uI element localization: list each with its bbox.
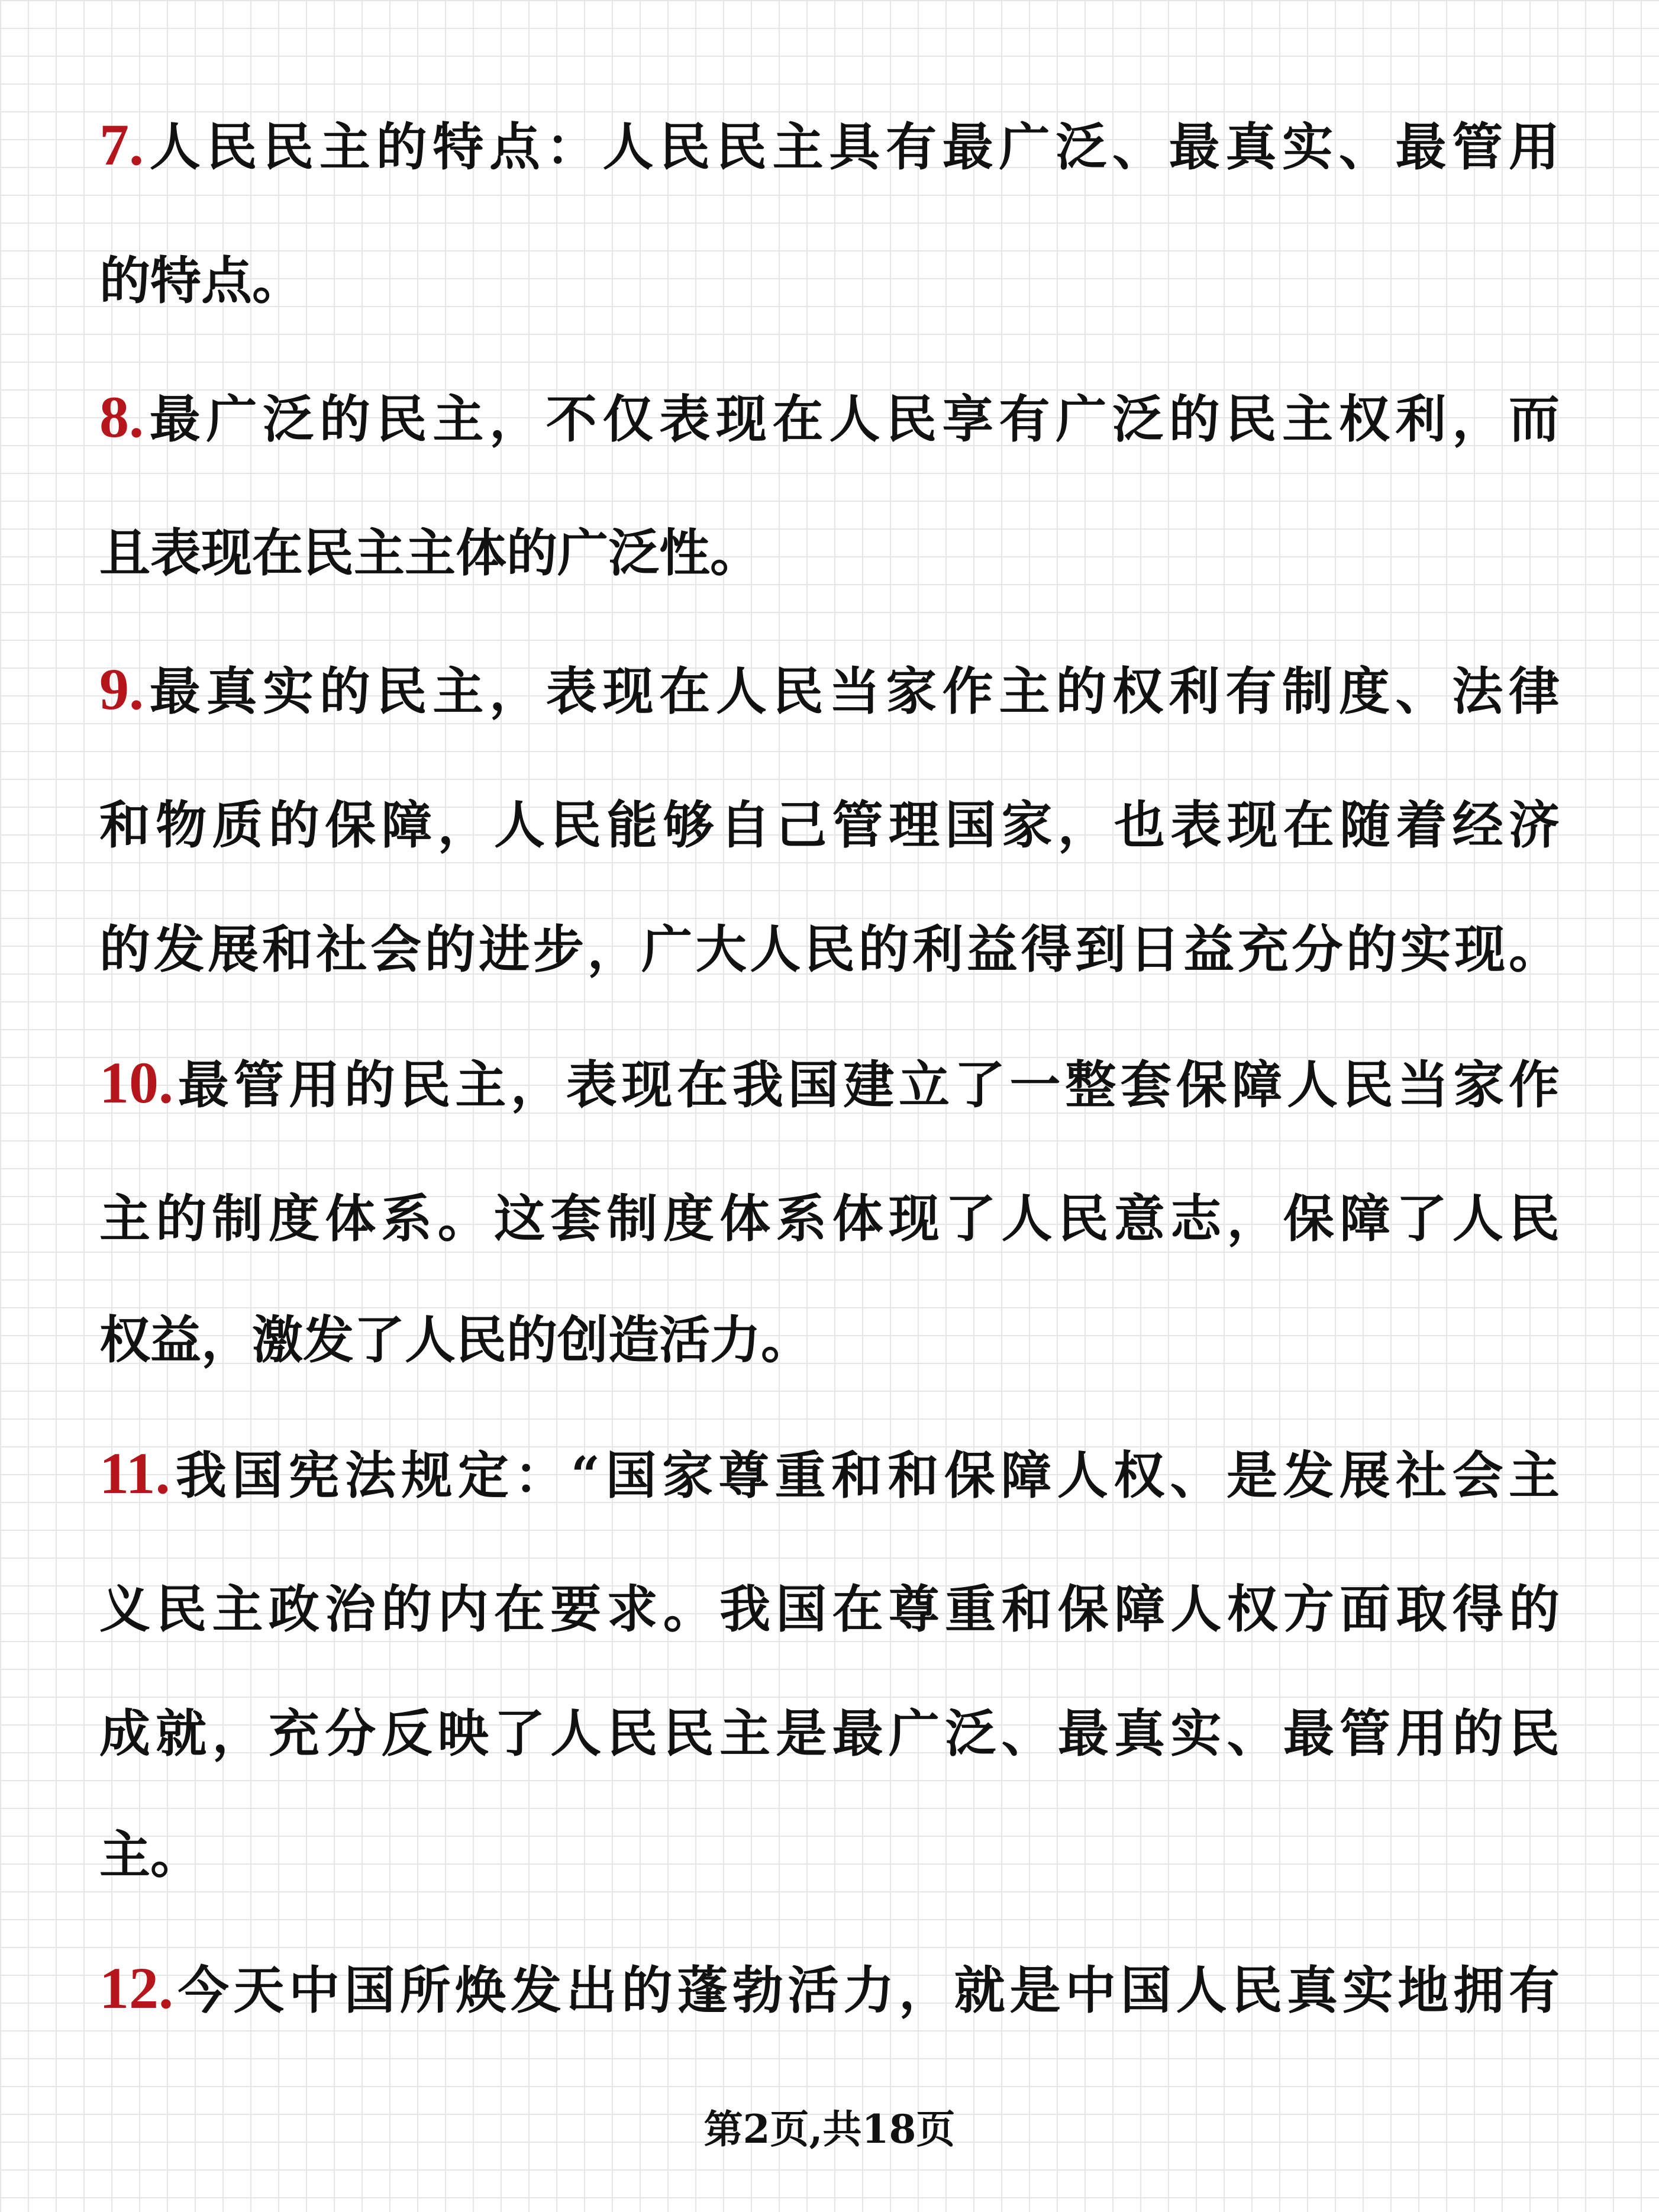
item-number: 10. xyxy=(99,1050,173,1115)
item-7-line-2: 的特点。 xyxy=(99,251,303,311)
item-11-line-4: 主。 xyxy=(99,1825,201,1885)
item-8-line-1: 8.最广泛的民主，不仅表现在人民享有广泛的民主权利，而 xyxy=(99,384,1560,450)
item-number: 12. xyxy=(99,1955,173,2021)
item-number: 7. xyxy=(99,112,144,178)
item-10-line-3: 权益，激发了人民的创造活力。 xyxy=(99,1310,812,1370)
page-number-footer: 第2页,共18页 xyxy=(703,2106,956,2152)
item-number: 9. xyxy=(99,656,144,722)
item-12-line-1: 12.今天中国所焕发出的蓬勃活力，就是中国人民真实地拥有 xyxy=(99,1955,1560,2021)
item-11-line-3: 成就，充分反映了人民民主是最广泛、最真实、最管用的民 xyxy=(99,1704,1560,1763)
item-7-line-1: 7.人民民主的特点：人民民主具有最广泛、最真实、最管用 xyxy=(99,112,1560,178)
item-10-line-1: 10.最管用的民主，表现在我国建立了一整套保障人民当家作 xyxy=(99,1050,1560,1115)
item-11-line-1: 11.我国宪法规定：“国家尊重和和保障人权、是发展社会主 xyxy=(99,1440,1560,1506)
item-8-line-2: 且表现在民主主体的广泛性。 xyxy=(99,523,761,583)
item-9-line-1: 9.最真实的民主，表现在人民当家作主的权利有制度、法律 xyxy=(99,656,1560,722)
item-10-line-2: 主的制度体系。这套制度体系体现了人民意志，保障了人民 xyxy=(99,1189,1560,1249)
item-9-line-2: 和物质的保障，人民能够自己管理国家，也表现在随着经济 xyxy=(99,795,1560,855)
item-9-line-3: 的发展和社会的进步，广大人民的利益得到日益充分的实现。 xyxy=(99,920,1560,979)
item-number: 8. xyxy=(99,384,144,450)
item-number: 11. xyxy=(99,1440,170,1506)
item-11-line-2: 义民主政治的内在要求。我国在尊重和保障人权方面取得的 xyxy=(99,1579,1560,1639)
